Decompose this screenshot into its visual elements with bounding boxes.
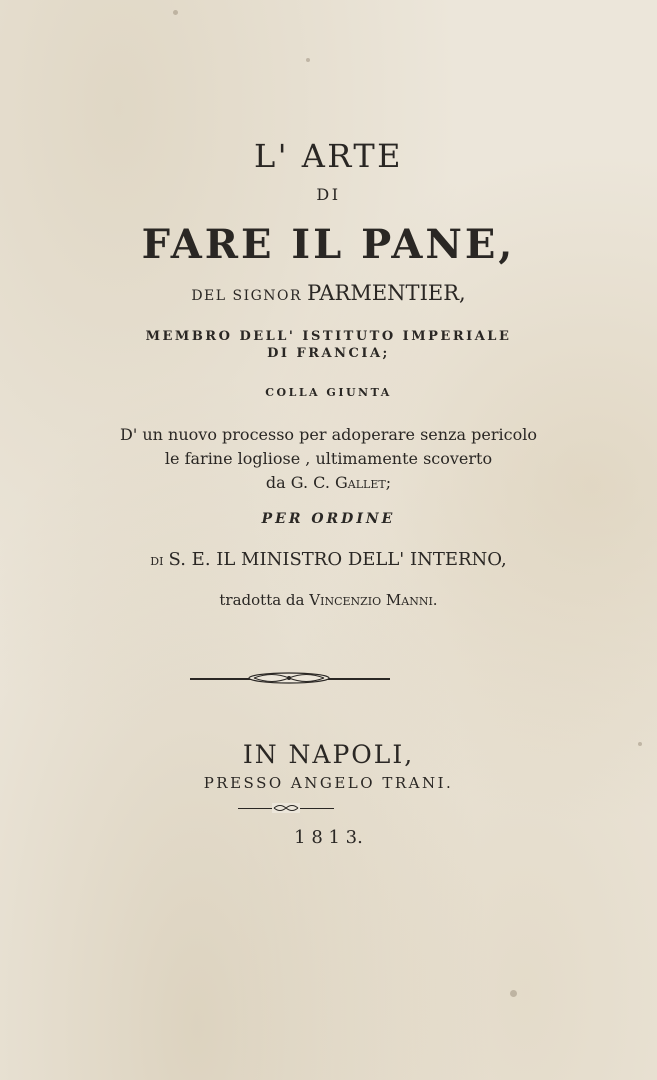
imprint-city: IN NAPOLI, <box>242 740 415 769</box>
paper-spot <box>510 990 517 997</box>
author-name: PARMENTIER, <box>307 281 466 305</box>
membership-line-1: MEMBRO DELL' ISTITUTO IMPERIALE <box>145 329 512 344</box>
author-line <box>0 283 657 304</box>
title-line-arte: L' ARTE <box>253 137 404 175</box>
addition-line-2: le farine logliose , ultimamente scoverto <box>164 449 493 468</box>
imprint-year: 1 8 1 3. <box>294 827 363 848</box>
addition-line-1: D' un nuovo processo per adoperare senza pericolo <box>120 425 537 444</box>
translation-prefix: tradotta da <box>219 591 305 609</box>
addition-line-3 <box>0 475 657 491</box>
main-title: FARE IL PANE, <box>141 221 516 268</box>
imprint-publisher: PRESSO ANGELO TRANI. <box>203 774 454 792</box>
addition-line-3-prefix: da G. C. <box>265 473 330 492</box>
order-prefix: DI <box>150 555 164 568</box>
order-text: S. E. IL MINISTRO DELL' INTERNO, <box>168 549 507 570</box>
paper-spot <box>306 58 310 62</box>
order-line <box>0 551 657 569</box>
title-line-di: DI <box>316 185 341 204</box>
membership-line-2: DI FRANCIA; <box>267 346 390 361</box>
addition-label: COLLA GIUNTA <box>265 386 392 399</box>
author-prefix: DEL SIGNOR <box>191 288 303 304</box>
translation-line <box>0 593 657 608</box>
translator-name: Vincenzio Manni. <box>309 591 438 609</box>
gallet-name: Gallet; <box>335 473 392 492</box>
order-label: PER ORDINE <box>261 511 396 527</box>
paper-spot <box>173 10 178 15</box>
ornament-center-icon <box>271 802 301 814</box>
ornament-center-icon <box>244 670 334 686</box>
